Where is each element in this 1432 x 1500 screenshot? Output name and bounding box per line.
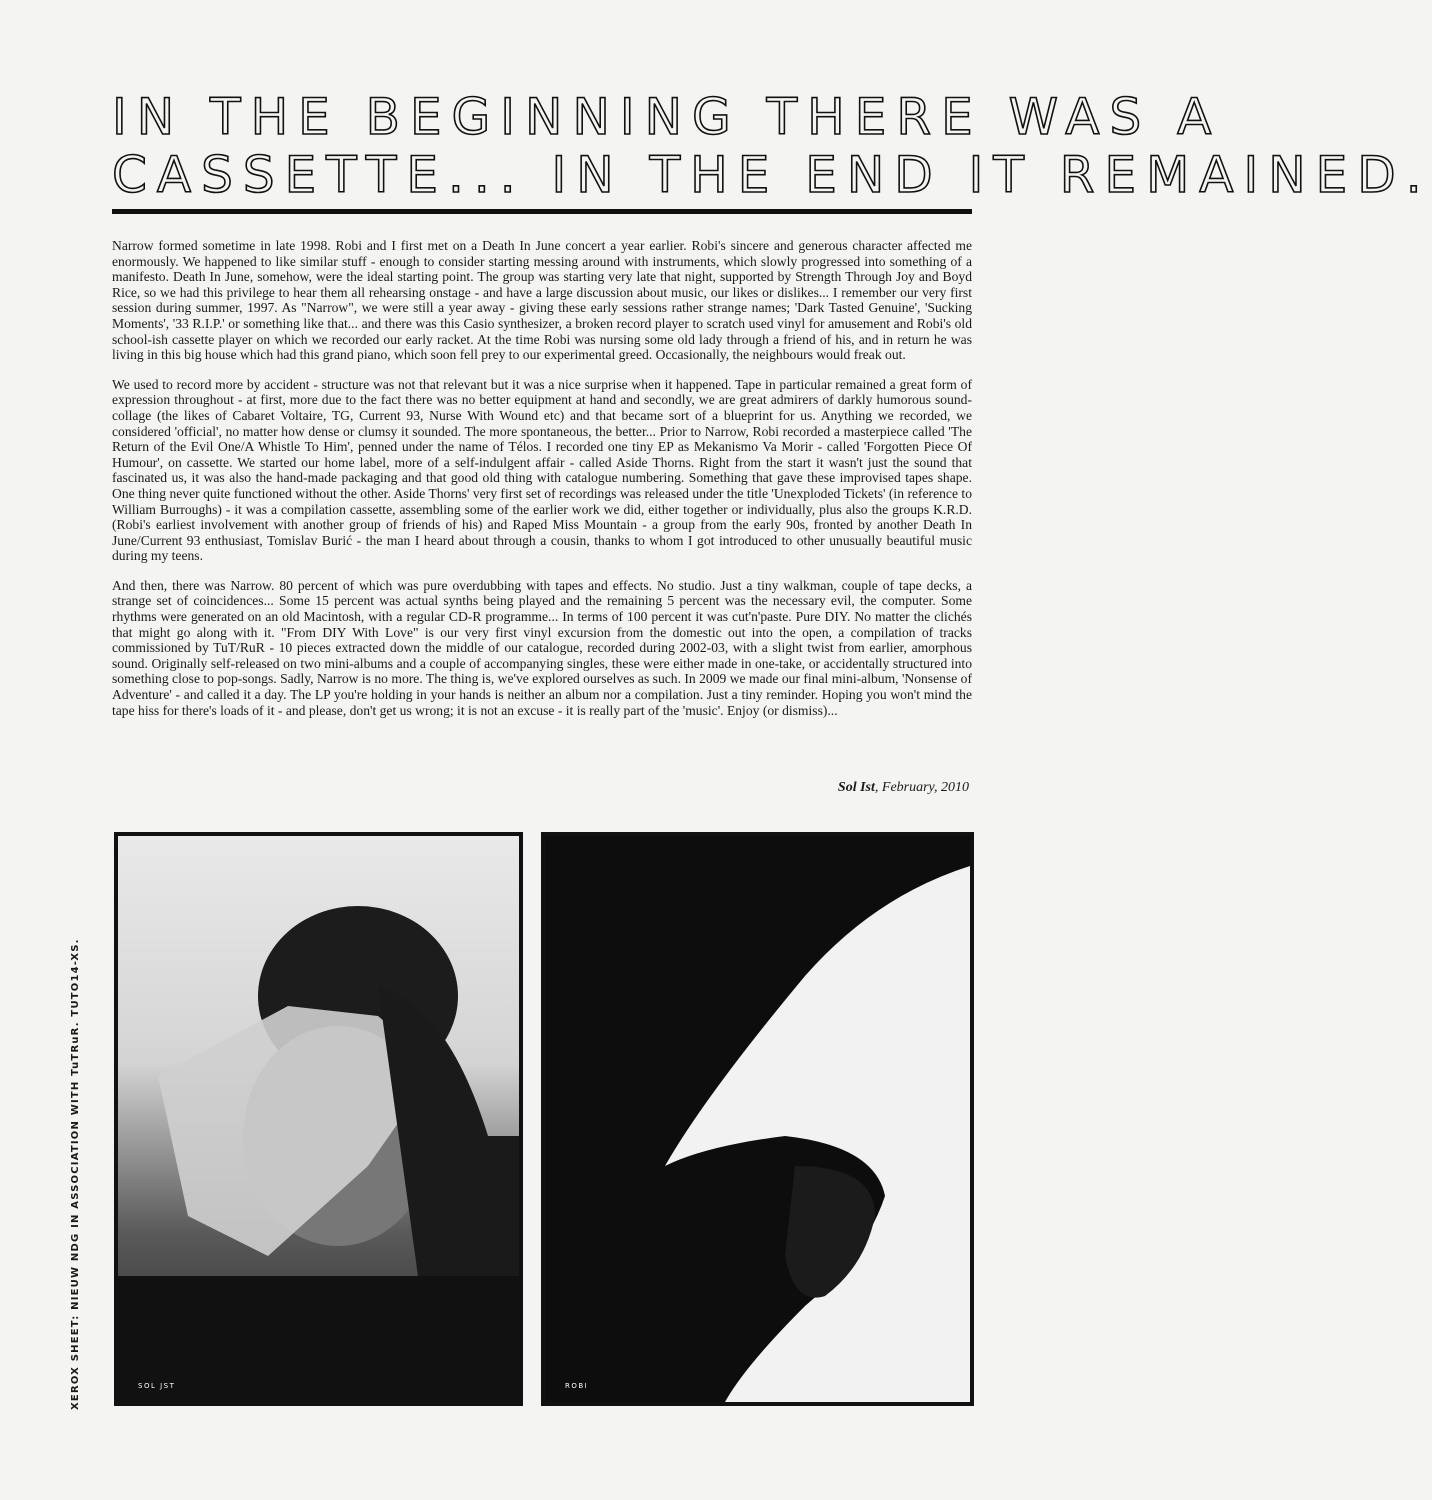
divider-rule	[112, 209, 972, 214]
headline	[112, 88, 1432, 204]
photo-caption-sol-ist: SOL JST	[138, 1382, 176, 1390]
paragraph-2: We used to record more by accident - structure was not that relevant but it was a nice surprise when it happened. Tape in particular remained a great form of expression throughout - at first, more due to the fact there was no better equipment at hand and secondly, we are great admirers of darkly humorous sound-collage (the likes of Cabaret Voltaire, TG, Current 93, Nurse With Wound etc) and that became sort of a blueprint for us. Anything we recorded, we considered 'official', no matter how dense or clumsy it sounded. The more spontaneous, the better... Prior to Narrow, Robi recorded a masterpiece called 'The Return of the Evil One/A Whistle To Him', penned under the name of Télos. I recorded one tiny EP as Mekanismo Va Morir - called 'Forgotten Piece Of Humour', on cassette. We started our home label, more of a self-indulgent affair - called Aside Thorns. Right from the start it wasn't just the sound that fascinated us, it was also the hand-made packaging and that good old thing with catalogue numbering. Something that gave these improvised tapes shape. One thing never quite functioned without the other. Aside Thorns' very first set of recordings was released under the title 'Unexploded Tickets' (in reference to William Burroughs) - it was a compilation cassette, assembling some of the earlier work we did, either together or individually, plus also the groups K.R.D. (Robi's earliest involvement with another group of friends of his) and Raped Miss Mountain - a group from the early 90s, fronted by another Death In June/Current 93 enthusiast, Tomislav Burić - the man I heard about through a cousin, thanks to whom I got introduced to other unusually beautiful music during my teens.	[112, 376, 972, 564]
headline-line-1: IN THE BEGINNING THERE WAS A	[112, 88, 1222, 146]
signature-author: Sol Ist	[837, 780, 875, 795]
signature	[838, 780, 969, 796]
headline-line-2: CASSETTE... IN THE END IT REMAINED.	[112, 146, 1432, 204]
photo-robi	[541, 832, 974, 1406]
photo-sol-ist	[114, 832, 523, 1406]
photo-sol-ist-image	[118, 836, 519, 1402]
article-body	[112, 238, 972, 732]
photo-caption-robi: ROBI	[565, 1382, 589, 1390]
photo-robi-image	[545, 836, 970, 1402]
paragraph-1: Narrow formed sometime in late 1998. Robi and I first met on a Death In June concert a year earlier. Robi's sincere and generous character affected me enormously. We happened to like similar stuff - enough to consider starting messing around with instruments, which slowly progressed into something of a manifesto. Death In June, somehow, were the ideal starting point. The group was starting very late that night, supported by Strength Through Joy and Boyd Rice, so we had this privilege to hear them all rehearsing onstage - and have a large discussion about music, our likes or dislikes... I remember our very first session during summer, 1997. As "Narrow", we were still a year away - giving these early sessions rather strange names; 'Dark Tasted Genuine', 'Sucking Moments', '33 R.I.P.' or something like that... and there was this Casio synthesizer, a broken record player to scratch used vinyl for amusement and Robi's old school-ish cassette player on which we recorded our early racket. At the time Robi was nursing some old lady through a friend of his, and in return he was living in this big house which had this grand piano, which soon fell prey to our experimental greed. Occasionally, the neighbours would freak out.	[112, 238, 972, 363]
signature-date: , February, 2010	[874, 780, 969, 795]
side-credit: XEROX SHEET: NIEUW NDG IN ASSOCIATION WITH TuTRuR. TUTO14-XS.	[70, 938, 81, 1410]
paragraph-3: And then, there was Narrow. 80 percent of which was pure overdubbing with tapes and effects. No studio. Just a tiny walkman, couple of tape decks, a strange set of coincidences... Some 15 percent was actual synths being played and the remaining 5 percent was the necessary evil, the computer. Some rhythms were generated on an old Macintosh, with a regular CD-R programme... In terms of 100 percent it was cut'n'paste. Pure DIY. No matter the clichés that might go along with it. "From DIY With Love" is our very first vinyl excursion from the domestic out into the open, a compilation of tracks commissioned by TuT/RuR - 10 pieces extracted down the middle of our catalogue, recorded during 2002-03, with a slight twist from earlier, amorphous sound. Originally self-released on two mini-albums and a couple of accompanying singles, these were either made in one-take, or accidentally structured into something close to pop-songs. Sadly, Narrow is no more. The thing is, we've explored ourselves as such. In 2009 we made our final mini-album, 'Nonsense of Adventure' - and called it a day. The LP you're holding in your hands is neither an album nor a compilation. Just a tiny reminder. Hoping you won't mind the tape hiss for there's loads of it - and please, don't get us wrong; it is not an excuse - it is really part of the 'music'. Enjoy (or dismiss)...	[112, 577, 972, 718]
